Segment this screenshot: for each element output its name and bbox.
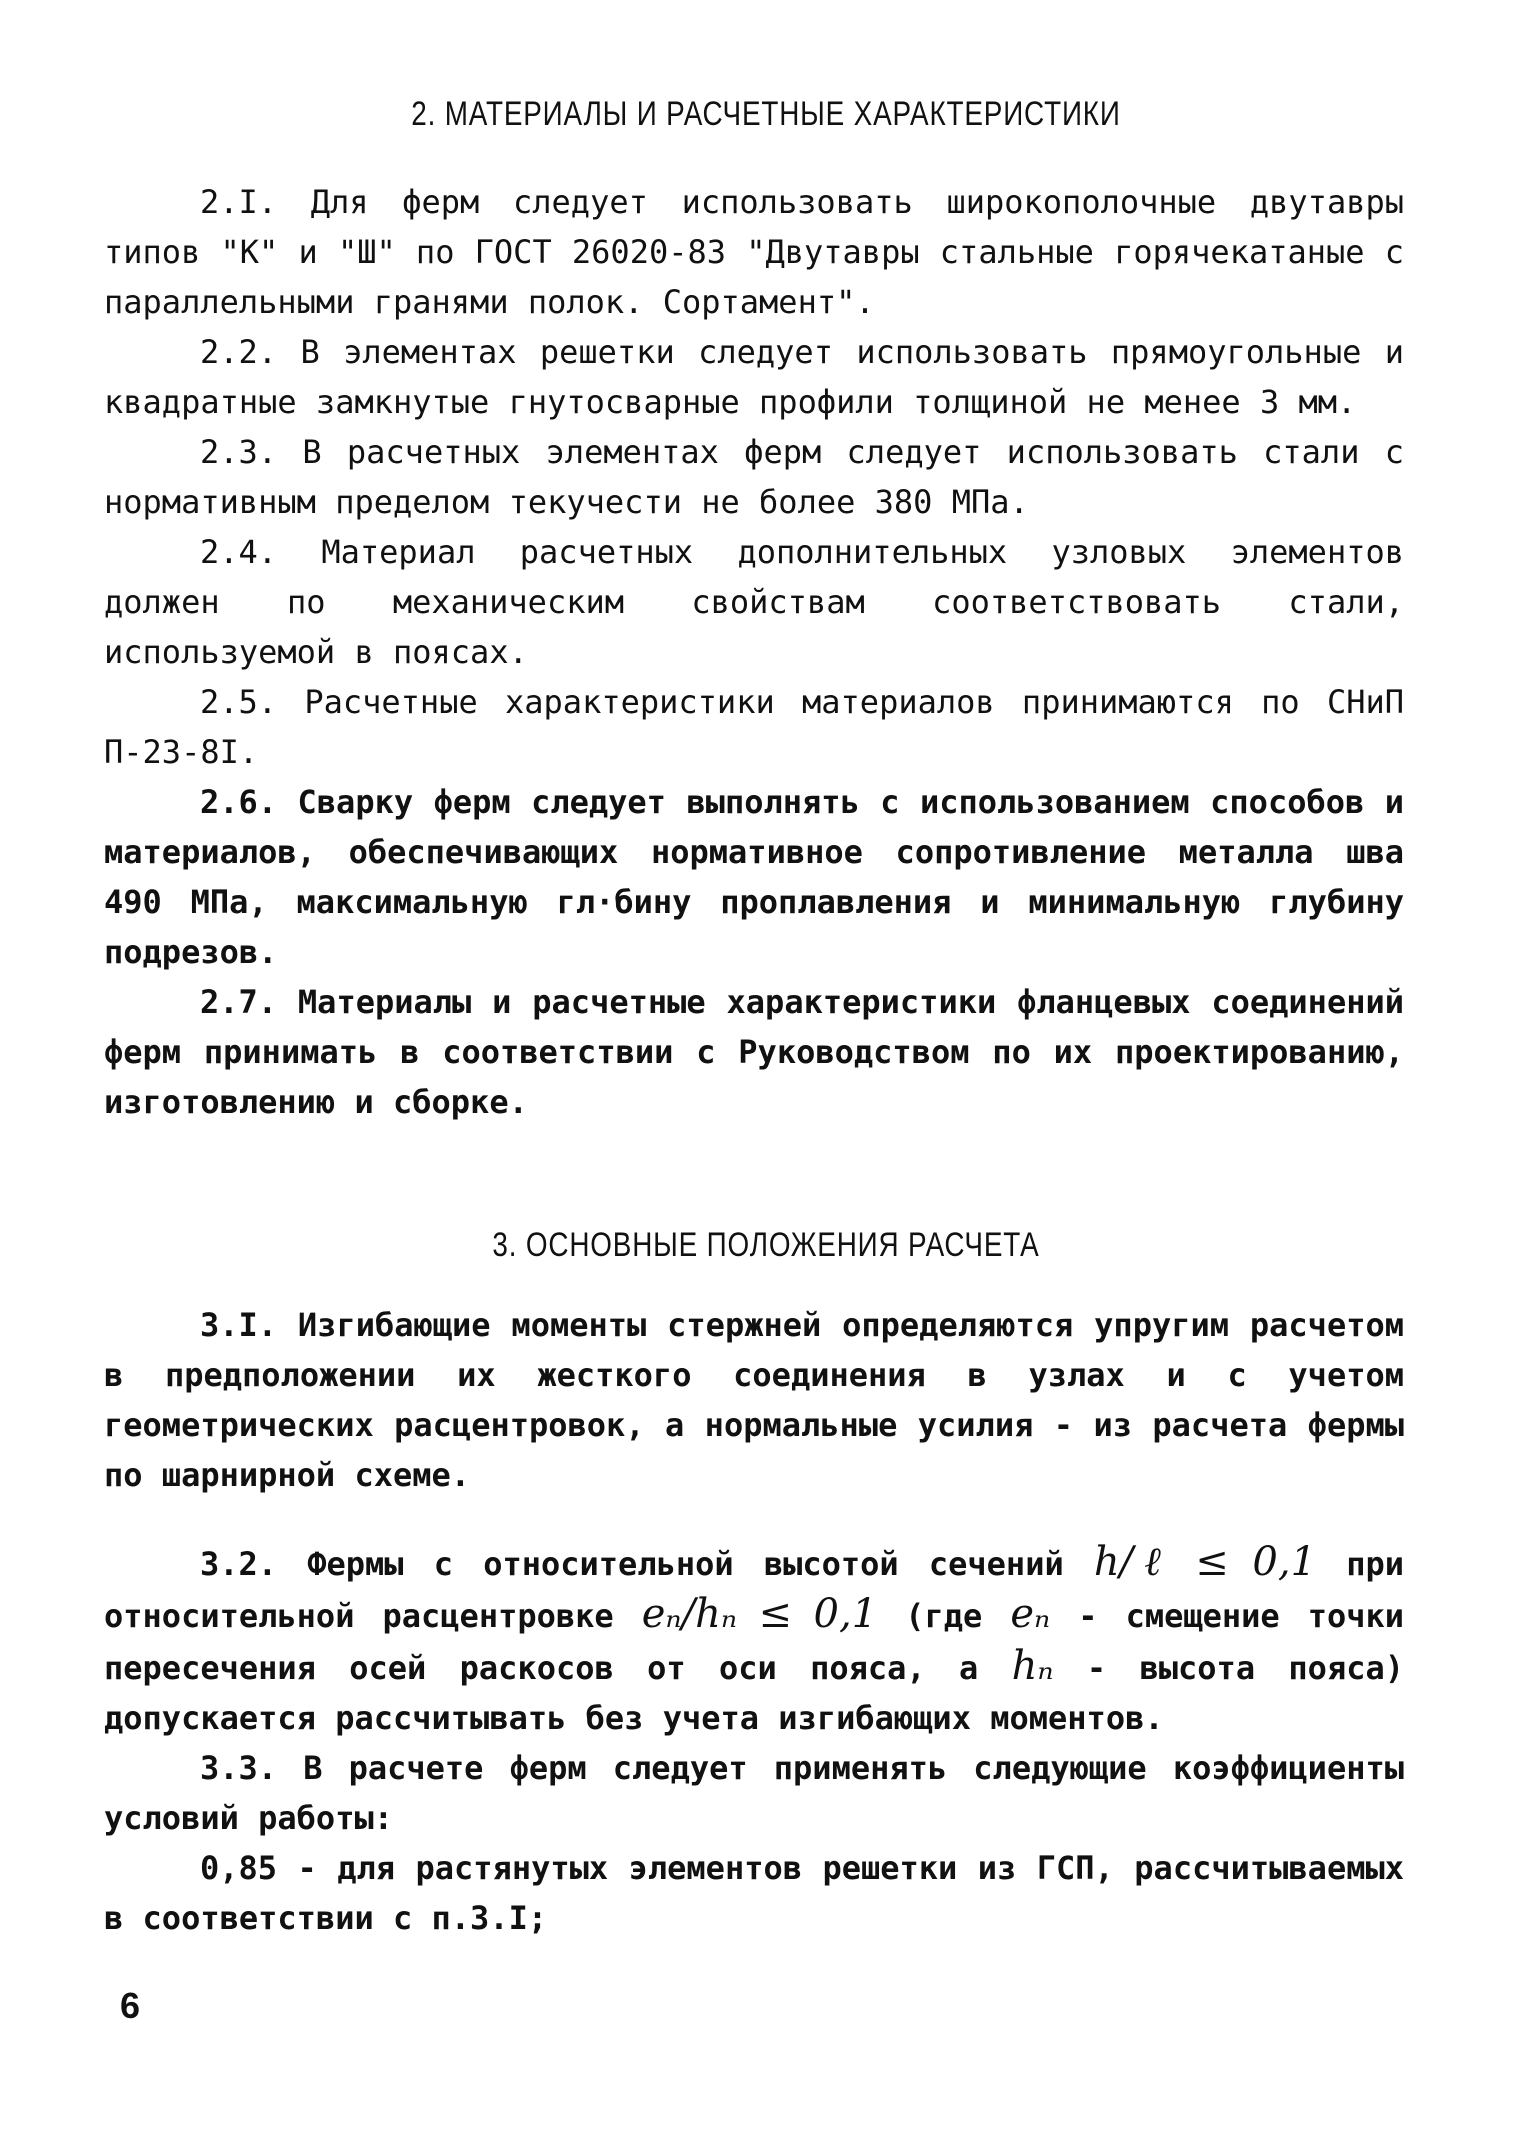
paragraph-2-7: 2.7. Материалы и расчетные характеристики фланцевых соединений ферм принимать в соответствии с Руководством по их проектированию, изготовлению и сборке. bbox=[104, 983, 1404, 1121]
formula-e: eₙ bbox=[1010, 1591, 1051, 1637]
paragraph-3-2 bbox=[104, 1537, 1404, 1743]
section-3-heading: 3. ОСНОВНЫЕ ПОЛОЖЕНИЯ РАСЧЕТА bbox=[492, 1226, 1040, 1264]
paragraph-2-1: 2.I. Для ферм следует использовать широкополочные двутавры типов "К" и "Ш" по ГОСТ 26020-83 "Двутавры стальные горячекатаные с параллельными гранями полок. Сортамент". bbox=[104, 183, 1404, 321]
section-3-1-block bbox=[104, 1300, 1404, 1500]
paragraph-3-2-part3: (где bbox=[905, 1597, 983, 1635]
section-3-2-3-block bbox=[104, 1537, 1404, 1943]
paragraph-3-2-part4: - смещение точки пересечения осей раскосов от оси пояса, а bbox=[104, 1597, 1405, 1687]
paragraph-2-6: 2.6. Сварку ферм следует выполнять с использованием способов и материалов, обеспечивающих нормативное сопротивление металла шва 490 МПа, максимальную гл·бину проплавления и минимальную глубину подрезов. bbox=[104, 783, 1404, 971]
paragraph-3-2-part1: 3.2. Фермы с относительной высотой сечений bbox=[200, 1545, 1064, 1583]
section-2-heading: 2. МАТЕРИАЛЫ И РАСЧЕТНЫЕ ХАРАКТЕРИСТИКИ bbox=[411, 95, 1121, 133]
paragraph-2-5: 2.5. Расчетные характеристики материалов принимаются по СНиП П-23-8I. bbox=[104, 683, 1404, 771]
paragraph-2-4: 2.4. Материал расчетных дополнительных узловых элементов должен по механическим свойствам соответствовать стали, используемой в поясах. bbox=[104, 533, 1404, 671]
paragraph-3-3-item: 0,85 - для растянутых элементов решетки из ГСП, рассчитываемых в соответствии с п.3.I; bbox=[104, 1849, 1404, 1937]
paragraph-2-3: 2.3. В расчетных элементах ферм следует использовать стали с нормативным пределом текучести не более 380 МПа. bbox=[104, 433, 1404, 521]
paragraph-3-3: 3.3. В расчете ферм следует применять следующие коэффициенты условий работы: bbox=[104, 1749, 1404, 1837]
paragraph-3-1: 3.I. Изгибающие моменты стержней определяются упругим расчетом в предположении их жесткого соединения в узлах и с учетом геометрических расцентровок, а нормальные усилия - из расчета фермы по шарнирной схеме. bbox=[104, 1306, 1404, 1494]
paragraph-3-2-part2: при относительной расцентровке bbox=[104, 1545, 1405, 1635]
formula-h-over-l: h/ℓ ≤ 0,1 bbox=[1093, 1539, 1317, 1585]
paragraph-2-2: 2.2. В элементах решетки следует использовать прямоугольные и квадратные замкнутые гнутосварные профили толщиной не менее 3 мм. bbox=[104, 333, 1404, 421]
paragraph-3-2-part5: - высота пояса) допускается рассчитывать без учета изгибающих моментов. bbox=[104, 1649, 1405, 1737]
section-2-body bbox=[104, 177, 1404, 1127]
formula-e-over-h: eₙ/hₙ ≤ 0,1 bbox=[641, 1591, 878, 1637]
page-number: 6 bbox=[120, 1985, 141, 2026]
formula-h: hₙ bbox=[1011, 1643, 1054, 1689]
